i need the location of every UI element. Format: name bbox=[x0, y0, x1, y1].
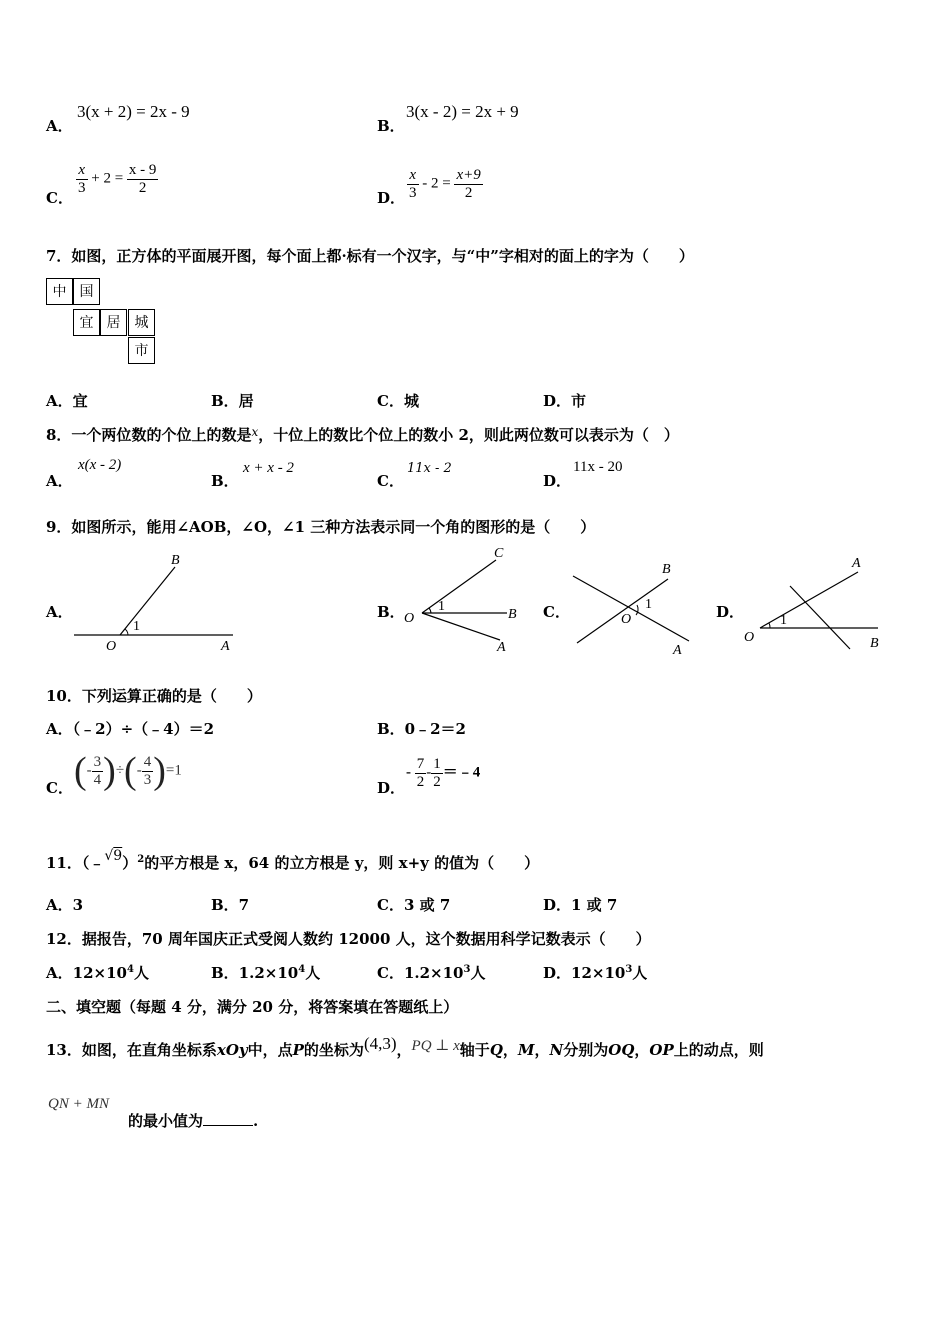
q13-answer-blank[interactable] bbox=[203, 1111, 253, 1126]
q10-d-num1: 7 bbox=[416, 756, 425, 772]
q13-s7: ， bbox=[534, 1041, 550, 1059]
q12-stem: 12．据报告，70 周年国庆正式受阅人数约 12000 人，这个数据用科学记数表示（ ） bbox=[46, 930, 651, 948]
q13-s1: 13．如图，在直角坐标系 bbox=[46, 1041, 217, 1059]
q11-stem-2: ） bbox=[122, 854, 138, 872]
q10-c-den1: 4 bbox=[93, 771, 102, 788]
q13-s4: ， bbox=[396, 1041, 412, 1059]
q8-option-a-expr: x(x - 2) bbox=[78, 457, 122, 473]
q11-stem bbox=[46, 848, 539, 873]
net-cell: 市 bbox=[128, 337, 155, 364]
q6-option-b-equation: 3(x - 2) = 2x + 9 bbox=[406, 102, 519, 121]
q13-oq: OQ bbox=[608, 1041, 635, 1059]
q6-option-d-label: D． bbox=[377, 189, 406, 207]
section-2-title: 二、填空题（每题 4 分，满分 20 分，将答案填在答题纸上） bbox=[46, 998, 459, 1016]
q7-option-b[interactable]: B．居 bbox=[211, 392, 254, 410]
q10-d-minus1: - bbox=[406, 764, 411, 781]
q6-d-den2: 2 bbox=[464, 184, 473, 201]
q12-a-2: 人 bbox=[133, 964, 149, 982]
q8-option-c[interactable]: C． bbox=[377, 472, 404, 490]
q9-figure-b bbox=[400, 543, 530, 655]
q13-expression: QN + MN bbox=[48, 1096, 109, 1112]
q6-option-d[interactable] bbox=[377, 187, 405, 208]
q9-a-label-1: 1 bbox=[133, 619, 140, 634]
q10-c-div: ÷ bbox=[115, 762, 125, 779]
q9-d-label-b: B bbox=[870, 636, 879, 651]
q9-d-label-o: O bbox=[744, 630, 755, 645]
q6-c-den2: 2 bbox=[138, 179, 147, 196]
q12-c-sup: 3 bbox=[463, 964, 471, 975]
q13-end: . bbox=[253, 1112, 259, 1130]
q10-option-d[interactable]: D． bbox=[377, 779, 406, 797]
q10-d-den2: 2 bbox=[433, 773, 441, 790]
net-cell: 城 bbox=[128, 309, 155, 336]
q12-a-1: A．12×10 bbox=[46, 964, 127, 982]
q6-d-num2: x+9 bbox=[456, 167, 481, 183]
q9-figure-a bbox=[70, 550, 240, 655]
q9-option-a[interactable]: A． bbox=[46, 603, 73, 621]
q10-option-a[interactable]: A．（﹣2）÷（﹣4）＝2 bbox=[46, 720, 215, 738]
q7-stem: 7．如图，正方体的平面展开图，每个面上都·标有一个汉字，与“中”字相对的面上的字为（ ） bbox=[46, 247, 694, 265]
q6-c-mid: + 2 = bbox=[91, 170, 124, 187]
q11-option-c[interactable]: C．3 或 7 bbox=[377, 896, 451, 914]
q9-b-label-b: B bbox=[508, 607, 517, 622]
q11-stem-3: 的平方根是 x，64 的立方根是 y，则 x+y 的值为（ ） bbox=[144, 854, 540, 872]
q10-c-minus2: - bbox=[136, 762, 142, 779]
q11-radical: √9 bbox=[104, 848, 123, 864]
q10-c-den2: 3 bbox=[143, 771, 152, 788]
q9-b-label-o: O bbox=[404, 611, 415, 626]
q8-stem-2: ，十位上的数比个位上的数小 2，则此两位数可以表示为（ ） bbox=[258, 426, 679, 444]
q12-b-sup: 4 bbox=[298, 964, 306, 975]
q6-option-a-label: A． bbox=[46, 117, 73, 135]
q9-figure-c bbox=[565, 557, 695, 659]
q13-s9: ， bbox=[634, 1041, 650, 1059]
q13-perp: PQ ⊥ x bbox=[411, 1038, 460, 1054]
q13-s5: 轴于 bbox=[459, 1041, 490, 1059]
q12-b-1: B．1.2×10 bbox=[211, 964, 299, 982]
q9-option-c[interactable]: C． bbox=[543, 603, 570, 621]
q12-option-a[interactable] bbox=[46, 962, 149, 983]
q6-c-num2: x - 9 bbox=[128, 162, 157, 178]
q12-option-c[interactable] bbox=[377, 962, 485, 983]
q9-option-b[interactable]: B． bbox=[377, 603, 405, 621]
q8-option-d[interactable]: D． bbox=[543, 472, 572, 490]
q8-option-a[interactable]: A． bbox=[46, 472, 73, 490]
q13-coord: (4,3) bbox=[363, 1034, 397, 1053]
q12-c-2: 人 bbox=[470, 964, 486, 982]
q13-tail bbox=[128, 1110, 258, 1131]
q12-a-sup: 4 bbox=[126, 964, 134, 975]
net-cell: 中 bbox=[46, 278, 73, 305]
q9-figure-d bbox=[740, 552, 890, 655]
q8-stem bbox=[46, 424, 679, 445]
q6-c-num1: x bbox=[76, 162, 88, 180]
q9-c-label-b: B bbox=[662, 562, 671, 577]
q12-b-2: 人 bbox=[305, 964, 321, 982]
q13-s8: 分别为 bbox=[563, 1041, 609, 1059]
q9-b-label-1: 1 bbox=[438, 599, 445, 614]
q13-m: M bbox=[517, 1041, 535, 1059]
q13-s10: 上的动点，则 bbox=[673, 1041, 764, 1059]
q6-d-den1: 3 bbox=[409, 184, 417, 201]
q9-a-label-a: A bbox=[221, 639, 230, 654]
q9-c-label-o: O bbox=[621, 612, 632, 627]
q9-c-label-1: 1 bbox=[645, 597, 652, 612]
q13-s2: 中，点 bbox=[247, 1041, 293, 1059]
q9-b-label-a: A bbox=[497, 640, 506, 655]
q7-option-a[interactable]: A．宜 bbox=[46, 392, 88, 410]
q11-radicand: 9 bbox=[113, 848, 123, 864]
q6-option-b[interactable] bbox=[377, 115, 405, 136]
q10-c-minus1: - bbox=[86, 762, 92, 779]
q6-d-mid: - 2 = bbox=[422, 175, 451, 192]
q10-d-minus2: - bbox=[426, 764, 432, 781]
net-cell: 居 bbox=[100, 309, 127, 336]
q10-option-d-expr bbox=[406, 756, 480, 790]
q7-option-d[interactable]: D．市 bbox=[543, 392, 587, 410]
q10-d-result: ＝﹣4 bbox=[442, 764, 481, 781]
q11-option-d[interactable]: D．1 或 7 bbox=[543, 896, 618, 914]
q8-option-b-expr: x + x - 2 bbox=[243, 460, 294, 476]
q6-c-den1: 3 bbox=[78, 179, 86, 196]
q12-d-sup: 3 bbox=[625, 964, 633, 975]
q13-stem bbox=[46, 1034, 764, 1060]
q13-op: OP bbox=[649, 1041, 674, 1059]
q6-option-c-label: C． bbox=[46, 189, 73, 207]
q9-d-label-1: 1 bbox=[780, 613, 787, 628]
q13-p: P bbox=[292, 1041, 304, 1059]
q9-a-label-b: B bbox=[171, 553, 180, 568]
q11-option-b[interactable]: B．7 bbox=[211, 896, 250, 914]
q12-option-d[interactable] bbox=[543, 962, 647, 983]
q13-s6: ， bbox=[502, 1041, 518, 1059]
q9-a-label-o: O bbox=[106, 639, 117, 654]
q8-option-c-expr: 11x - 2 bbox=[407, 461, 452, 476]
q6-option-a-equation: 3(x + 2) = 2x - 9 bbox=[77, 102, 190, 121]
q8-option-d-expr: 11x - 20 bbox=[573, 459, 623, 475]
q9-b-label-c: C bbox=[494, 546, 504, 561]
q12-d-1: D．12×10 bbox=[543, 964, 626, 982]
q13-xoy: xOy bbox=[216, 1041, 248, 1059]
q6-option-a[interactable] bbox=[46, 115, 73, 136]
q9-c-label-a: A bbox=[673, 643, 682, 658]
q9-stem: 9．如图所示，能用∠AOB，∠O，∠1 三种方法表示同一个角的图形的是（ ） bbox=[46, 518, 596, 536]
q10-stem: 10．下列运算正确的是（ ） bbox=[46, 687, 262, 705]
q10-c-num2: 4 bbox=[143, 754, 152, 770]
q10-d-den1: 2 bbox=[416, 773, 425, 790]
q13-s3: 的坐标为 bbox=[303, 1041, 364, 1059]
q9-option-d[interactable]: D． bbox=[716, 603, 745, 621]
q7-cube-net bbox=[44, 277, 160, 369]
q13-q: Q bbox=[489, 1041, 503, 1059]
q6-option-d-equation bbox=[407, 167, 483, 201]
q6-option-c[interactable] bbox=[46, 187, 73, 208]
q13-tail-text: 的最小值为 bbox=[128, 1112, 204, 1130]
q9-d-label-a: A bbox=[852, 556, 861, 571]
q8-option-b[interactable]: B． bbox=[211, 472, 239, 490]
q8-stem-x: x bbox=[251, 425, 259, 439]
q11-option-a[interactable]: A．3 bbox=[46, 896, 84, 914]
q12-d-2: 人 bbox=[632, 964, 648, 982]
q6-option-c-equation bbox=[76, 162, 158, 196]
q8-stem-1: 8．一个两位数的个位上的数是 bbox=[46, 426, 252, 444]
q10-c-result: =1 bbox=[165, 762, 182, 779]
q10-c-num1: 3 bbox=[93, 754, 102, 770]
q12-option-b[interactable] bbox=[211, 962, 320, 983]
net-cell: 国 bbox=[73, 278, 100, 305]
q6-d-num1: x bbox=[407, 167, 419, 185]
q10-option-c[interactable]: C． bbox=[46, 779, 73, 797]
q12-c-1: C．1.2×10 bbox=[377, 964, 464, 982]
q10-option-b[interactable]: B．0﹣2＝2 bbox=[377, 720, 466, 738]
q10-d-num2: 1 bbox=[433, 756, 441, 772]
q13-n: N bbox=[549, 1041, 564, 1059]
net-cell: 宜 bbox=[73, 309, 100, 336]
q7-option-c[interactable]: C．城 bbox=[377, 392, 419, 410]
q10-option-c-expr: (- $\frac{3}{4}$ )÷(- $\frac{4}{3}$ )=1 bbox=[74, 750, 182, 792]
q6-option-b-label: B． bbox=[377, 117, 405, 135]
q11-stem-1: 11．（﹣ bbox=[46, 854, 105, 872]
q11-sup: 2 bbox=[137, 854, 145, 865]
